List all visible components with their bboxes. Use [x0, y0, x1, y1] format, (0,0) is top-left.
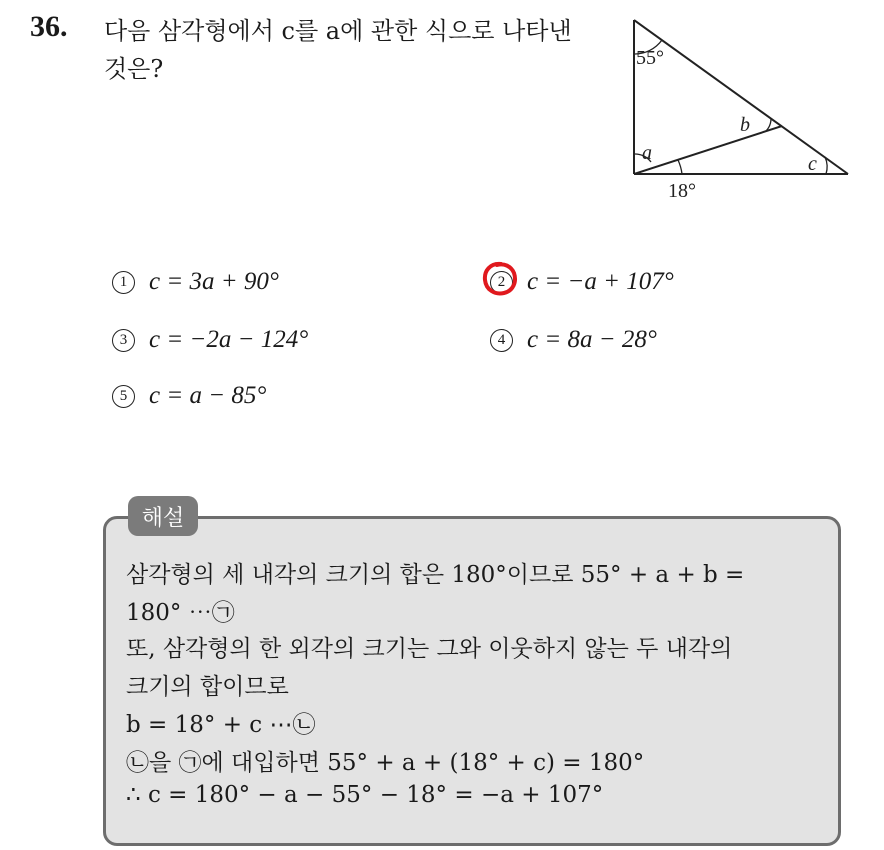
choice-1-number: 1	[112, 271, 135, 294]
choice-5-number: 5	[112, 385, 135, 408]
choice-4[interactable]	[490, 326, 657, 354]
triangle-diagram	[620, 14, 860, 204]
solution-line-6: ㉡을 ㉠에 대입하면 55° + a + (18° + c) = 180°	[126, 750, 645, 776]
solution-line-7: ∴ c = 180° − a − 55° − 18° = −a + 107°	[126, 782, 604, 808]
inner-segment	[634, 126, 782, 174]
choice-1[interactable]	[112, 268, 279, 296]
solution-line-5: b = 18° + c ⋯㉡	[126, 712, 316, 738]
choice-2-number: 2	[490, 271, 513, 294]
choice-5-expression: c = a − 85°	[149, 382, 267, 409]
label-angle-a: a	[642, 142, 652, 164]
label-angle-c: c	[808, 153, 817, 175]
triangle-hypotenuse	[634, 20, 848, 174]
label-angle-bottom: 18°	[668, 180, 696, 202]
question-text	[104, 12, 614, 88]
solution-title: 해설	[128, 496, 198, 536]
choice-5[interactable]	[112, 382, 266, 410]
answer-circle-mark	[480, 259, 520, 299]
choice-3-expression: c = −2a − 124°	[149, 326, 309, 353]
question-text-line2: 것은?	[104, 55, 164, 83]
arc-angle-18	[678, 160, 682, 174]
label-angle-b: b	[740, 114, 750, 136]
solution-line-2: 180° ⋯㉠	[126, 600, 235, 626]
choice-2-expression: c = −a + 107°	[527, 268, 674, 295]
solution-line-1: 삼각형의 세 내각의 크기의 합은 180°이므로 55° + a + b =	[126, 562, 745, 588]
question-number: 36.	[30, 10, 68, 43]
solution-line-4: 크기의 합이므로	[126, 674, 289, 700]
label-angle-top: 55°	[636, 47, 664, 69]
choice-4-number: 4	[490, 329, 513, 352]
choice-3[interactable]	[112, 326, 308, 354]
choice-4-expression: c = 8a − 28°	[527, 326, 657, 353]
choice-1-expression: c = 3a + 90°	[149, 268, 279, 295]
solution-line-3: 또, 삼각형의 한 외각의 크기는 그와 이웃하지 않는 두 내각의	[126, 636, 733, 662]
choice-3-number: 3	[112, 329, 135, 352]
question-text-line1: 다음 삼각형에서 c를 a에 관한 식으로 나타낸	[104, 17, 572, 45]
